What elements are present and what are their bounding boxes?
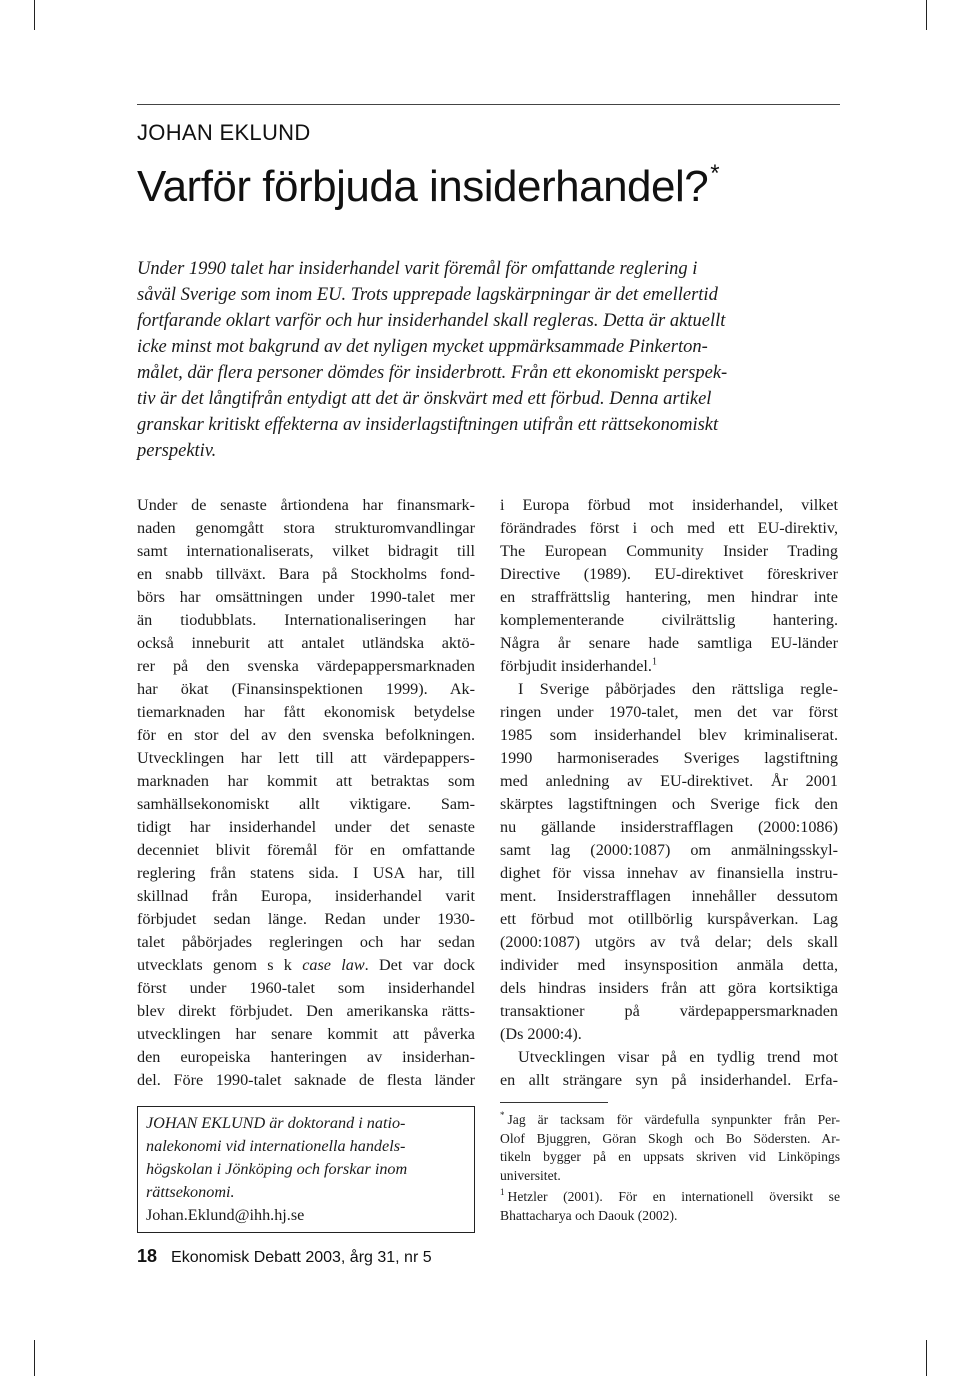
body-line-paragraph-end: [500, 655, 838, 678]
bio-line: högskolan i Jönköping och forskar inom: [146, 1160, 408, 1178]
abstract-line: icke minst mot bakgrund av det nyligen mycket uppmärksammade Pinkerton-: [137, 337, 708, 357]
body-line: Directive (1989). EU-direktivet föreskriver: [500, 565, 838, 583]
author-bio-box: [137, 1106, 475, 1233]
crop-mark-bottom-right: [926, 1340, 927, 1376]
body-line: förbjudet sedan länge. Redan under 1930-: [137, 910, 475, 928]
body-line: transaktioner på värdepappersmarknaden: [500, 1002, 838, 1020]
body-line: naden genomgått stora strukturomvandlingar: [137, 519, 475, 537]
body-line: (2000:1087) utgörs av två delar; dels skall: [500, 933, 838, 951]
page-footer: [137, 1246, 432, 1267]
body-line: än tiodubblats. Internationaliseringen har: [137, 611, 475, 629]
footnote-line: tikeln bygger på en uppsats skriven vid Linköpings: [500, 1149, 840, 1164]
body-line: börs har omsättningen under 1990-talet mer: [137, 588, 475, 606]
body-text: . Det var dock: [364, 956, 475, 974]
body-line: decenniet blivit föremål för en omfattande: [137, 841, 475, 859]
body-line: först under 1960-talet som insiderhandel: [137, 979, 475, 997]
footnote-line: [500, 1188, 840, 1207]
bio-line: rättsekonomi.: [146, 1183, 235, 1201]
body-line: dels hindras insiders från att göra kortsiktiga: [500, 979, 838, 997]
abstract: [137, 256, 842, 464]
body-line: rer på den svenska värdepappersmarknaden: [137, 657, 475, 675]
body-line: utvecklingen har senare kommit att påverka: [137, 1025, 475, 1043]
body-line: samhällsekonomiskt allt viktigare. Sam-: [137, 795, 475, 813]
footnote-mark: 1: [500, 1188, 505, 1198]
body-line: 1990 harmoniserades Sveriges lagstiftning: [500, 749, 838, 767]
body-line: förändrades först i och med ett EU-direktiv,: [500, 519, 838, 537]
footnote-mark: *: [500, 1111, 505, 1121]
footnote-line: [500, 1111, 840, 1130]
article-title: [137, 162, 719, 212]
crop-mark-bottom-left: [34, 1340, 35, 1376]
body-line: Utvecklingen visar på en tydlig trend mot: [518, 1048, 838, 1066]
body-line: för en stor del av den svenska befolkningen.: [137, 726, 475, 744]
body-text: förbjudit insiderhandel.: [500, 657, 652, 675]
footnote-line: Bhattacharya och Daouk (2002).: [500, 1207, 678, 1223]
footnote-ref-1[interactable]: 1: [651, 656, 657, 668]
footnote-line: universitet.: [500, 1167, 561, 1183]
body-line: samt internationaliserats, vilket bidragit till: [137, 542, 475, 560]
body-line: blev direkt förbjudet. Den amerikanska rätts-: [137, 1002, 475, 1020]
body-line: också inneburit att antalet utländska aktö-: [137, 634, 475, 652]
body-line: tidigt har insiderhandel under det senaste: [137, 818, 475, 836]
body-column-right: [500, 494, 838, 1092]
body-line: (Ds 2000:4).: [500, 1025, 582, 1043]
body-line: dighet för vissa innehav av finansiella instru-: [500, 864, 838, 882]
body-line-case-law: [137, 954, 475, 977]
bio-line: JOHAN EKLUND är doktorand i natio-: [146, 1114, 406, 1132]
body-line: ment. Insiderstrafflagen innehåller dessutom: [500, 887, 838, 905]
body-line: I Sverige påbörjades den rättsliga regle-: [518, 680, 838, 698]
abstract-line: fortfarande oklart varför och hur insiderhandel skall regleras. Detta är aktuellt: [137, 311, 726, 331]
body-column-left: [137, 494, 475, 1092]
body-line: skärptes lagstiftningen och Sverige fick den: [500, 795, 838, 813]
body-line: Under de senaste årtiondena har finansmark-: [137, 496, 475, 514]
crop-mark-top-right: [926, 0, 927, 30]
body-line: ett förbud mot otillbörlig kurspåverkan. Lag: [500, 910, 838, 928]
footnotes: [500, 1111, 840, 1225]
body-line: komplementerande civilrättslig hantering.: [500, 611, 838, 629]
body-line: en snabb tillväxt. Bara på Stockholms fond-: [137, 565, 475, 583]
body-line: The European Community Insider Trading: [500, 542, 838, 560]
abstract-line: såväl Sverige som inom EU. Trots upprepade lagskärpningar är det emellertid: [137, 285, 718, 305]
body-line: har ökat (Finansinspektionen 1999). Ak-: [137, 680, 475, 698]
abstract-line: målet, där flera personer dömdes för insiderbrott. Från ett ekonomiskt perspek-: [137, 363, 728, 383]
body-line: den europeiska hanteringen av insiderhan-: [137, 1048, 475, 1066]
body-line: en straffrättslig hantering, men hindrar inte: [500, 588, 838, 606]
bio-line: nalekonomi vid internationella handels-: [146, 1137, 406, 1155]
crop-mark-top-left: [34, 0, 35, 30]
body-line: ringen under 1970-talet, men det var först: [500, 703, 838, 721]
footnote-text: Hetzler (2001). För en internationell översikt se: [507, 1189, 840, 1204]
body-line: marknaden har kommit att betraktas som: [137, 772, 475, 790]
body-line: tiemarknaden har fått ekonomisk betydelse: [137, 703, 475, 721]
footnote-rule: [500, 1102, 608, 1103]
author-email-link[interactable]: Johan.Eklund@ihh.hj.se: [146, 1206, 305, 1224]
body-line: Några år senare hade samtliga EU-länder: [500, 634, 838, 652]
case-law-term: case law: [302, 956, 365, 974]
abstract-line: perspektiv.: [137, 441, 217, 461]
title-footnote-marker[interactable]: *: [710, 160, 720, 187]
abstract-line: Under 1990 talet har insiderhandel varit föremål för omfattande reglering i: [137, 259, 698, 279]
journal-citation: Ekonomisk Debatt 2003, årg 31, nr 5: [171, 1249, 432, 1266]
body-line: 1985 som insiderhandel blev kriminaliserat.: [500, 726, 838, 744]
footnote-text: Jag är tacksam för värdefulla synpunkter från Per-: [507, 1112, 840, 1127]
body-line: en allt strängare syn på insiderhandel. Erfa-: [500, 1071, 838, 1089]
body-line: talet påbörjades regleringen och har sedan: [137, 933, 475, 951]
body-line: skillnad från Europa, insiderhandel varit: [137, 887, 475, 905]
body-line: i Europa förbud mot insiderhandel, vilket: [500, 496, 838, 514]
author-name: JOHAN EKLUND: [137, 120, 311, 145]
body-line: Utvecklingen har lett till att värdepappers-: [137, 749, 475, 767]
body-text: utvecklats genom s k: [137, 956, 292, 974]
page-number: 18: [137, 1246, 158, 1266]
body-line: nu gällande insiderstrafflagen (2000:1086): [500, 818, 838, 836]
header-rule: [137, 104, 840, 105]
body-line: med anledning av EU-direktivet. År 2001: [500, 772, 838, 790]
body-line: individer med insynsposition anmäla detta,: [500, 956, 838, 974]
body-line: reglering från statens sida. I USA har, till: [137, 864, 475, 882]
article-title-text: Varför förbjuda insiderhandel?: [137, 162, 709, 211]
body-line: samt lag (2000:1087) om anmälningsskyl-: [500, 841, 838, 859]
footnote-line: Olof Bjuggren, Göran Skogh och Bo Södersten. Ar-: [500, 1130, 840, 1146]
body-line: del. Före 1990-talet saknade de flesta länder: [137, 1071, 475, 1089]
abstract-line: tiv är det långtifrån entydigt att det är önskvärt med ett förbud. Denna artikel: [137, 389, 712, 409]
abstract-line: granskar kritiskt effekterna av insiderlagstiftningen utifrån ett rättsekonomiskt: [137, 415, 719, 435]
